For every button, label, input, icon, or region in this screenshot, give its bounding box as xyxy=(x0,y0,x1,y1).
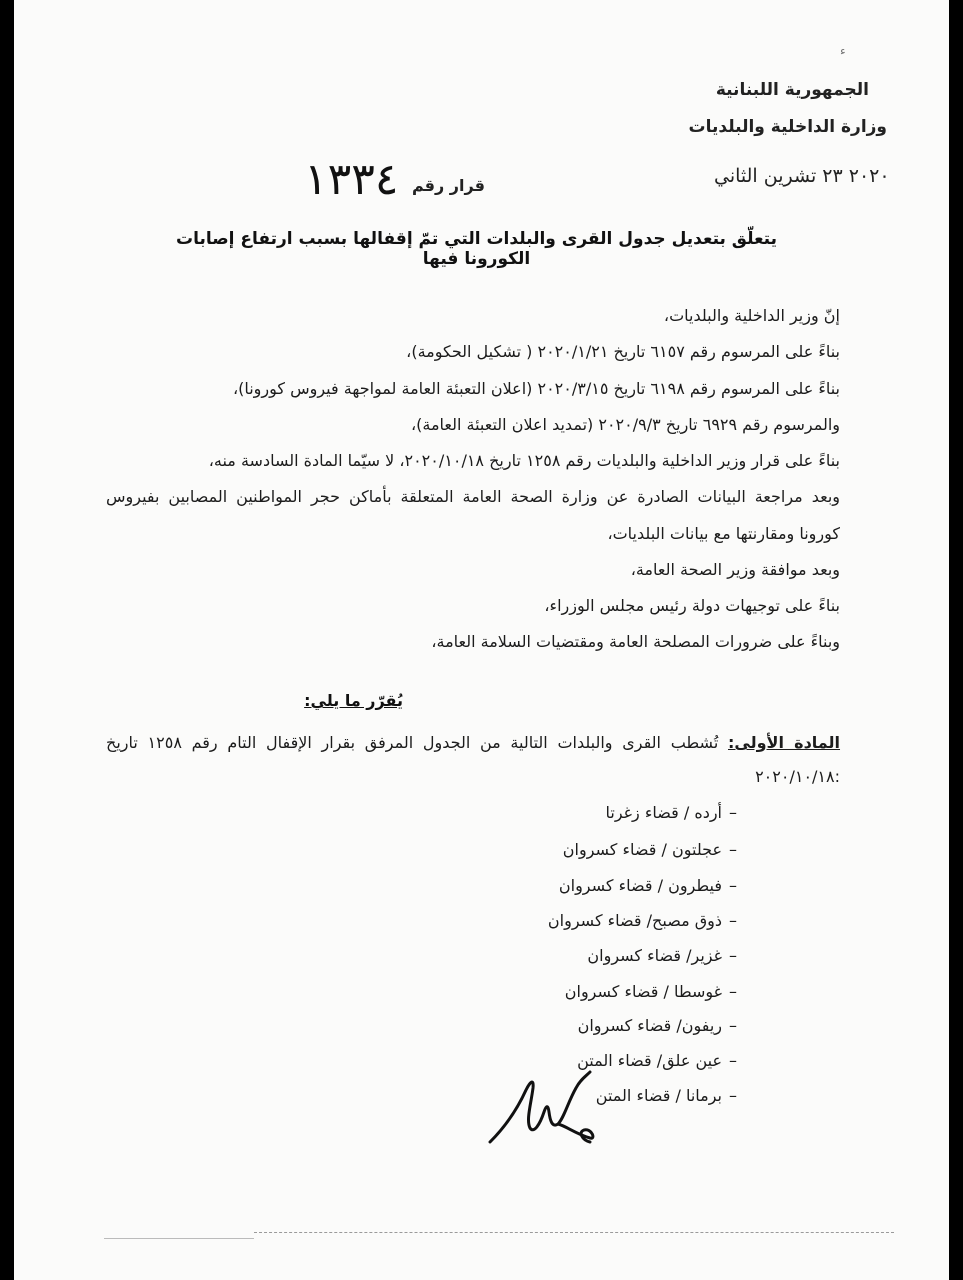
list-dash: – xyxy=(729,1016,737,1035)
footer-rule xyxy=(104,1238,254,1239)
preamble-line: كورونا ومقارنتها مع بيانات البلديات، xyxy=(607,524,840,543)
village-item xyxy=(563,840,744,859)
decision-label: قرار رقم xyxy=(412,176,485,195)
article-one xyxy=(106,733,840,752)
preamble-line: بناءً على قرار وزير الداخلية والبلديات رقم ١٢٥٨ تاريخ ٢٠٢٠/١٠/١٨، لا سيّما المادة السادسة منه، xyxy=(208,451,840,470)
list-dash: – xyxy=(729,982,737,1001)
scan-speck: ء xyxy=(840,44,846,58)
list-dash: – xyxy=(729,803,737,822)
header-republic: الجمهورية اللبنانية xyxy=(715,80,869,100)
village-item xyxy=(596,1086,744,1105)
decides-heading: يُقرّر ما يلي: xyxy=(304,691,403,710)
village-name: ريفون/ قضاء كسروان xyxy=(577,1016,722,1035)
article-one-text: تُشطب القرى والبلدات التالية من الجدول المرفق بقرار الإقفال التام رقم ١٢٥٨ تاريخ xyxy=(106,733,719,752)
preamble-line: وبناءً على ضرورات المصلحة العامة ومقتضيات السلامة العامة، xyxy=(431,632,840,651)
handwritten-date: ٢٠٢٠ ٢٣ تشرين الثاني xyxy=(714,165,890,187)
footer-dotted-rule xyxy=(254,1232,894,1233)
preamble-line: وبعد مراجعة البيانات الصادرة عن وزارة الصحة العامة المتعلقة بأماكن حجر المواطنين المصابين بفيروس xyxy=(106,487,840,506)
list-dash: – xyxy=(729,1086,737,1105)
village-item xyxy=(587,946,744,965)
list-dash: – xyxy=(729,876,737,895)
list-dash: – xyxy=(729,946,737,965)
village-item xyxy=(548,911,744,930)
village-item xyxy=(559,876,744,895)
preamble-line: بناءً على توجيهات دولة رئيس مجلس الوزراء، xyxy=(544,596,840,615)
preamble-line: إنّ وزير الداخلية والبلديات، xyxy=(663,306,840,325)
preamble-line: بناءً على المرسوم رقم ٦١٥٧ تاريخ ٢٠٢٠/١/٢١ ( تشكيل الحكومة)، xyxy=(406,342,840,361)
village-name: فيطرون / قضاء كسروان xyxy=(558,876,722,895)
village-item xyxy=(565,982,744,1001)
document-page xyxy=(14,0,949,1280)
preamble-line: والمرسوم رقم ٦٩٢٩ تاريخ ٢٠٢٠/٩/٣ (تمديد اعلان التعبئة العامة)، xyxy=(410,415,840,434)
header-ministry: وزارة الداخلية والبلديات xyxy=(688,117,887,137)
village-item xyxy=(606,803,745,822)
village-name: غوسطا / قضاء كسروان xyxy=(564,982,722,1001)
decision-subject: يتعلّق بتعديل جدول القرى والبلدات التي تمّ إقفالها بسبب ارتفاع إصابات الكورونا فيها xyxy=(175,229,777,269)
village-name: غزير/ قضاء كسروان xyxy=(587,946,722,965)
village-name: أرده / قضاء زغرتا xyxy=(605,803,722,822)
preamble-line: بناءً على المرسوم رقم ٦١٩٨ تاريخ ٢٠٢٠/٣/١٥ (اعلان التعبئة العامة لمواجهة فيروس كورونا)، xyxy=(232,379,840,398)
decision-number: ١٣٣٤ xyxy=(304,154,399,205)
article-one-label: المادة الأولى: xyxy=(728,733,841,752)
list-dash: – xyxy=(729,840,737,859)
list-dash: – xyxy=(729,1051,737,1070)
village-name: ذوق مصبح/ قضاء كسروان xyxy=(547,911,722,930)
village-name: عجلتون / قضاء كسروان xyxy=(562,840,722,859)
minister-signature xyxy=(486,1068,616,1148)
list-dash: – xyxy=(729,911,737,930)
village-name: برمانا / قضاء المتن xyxy=(595,1086,722,1105)
preamble-line: وبعد موافقة وزير الصحة العامة، xyxy=(630,560,840,579)
article-one-date: ٢٠٢٠/١٠/١٨: xyxy=(755,767,840,786)
village-name: عين علق/ قضاء المتن xyxy=(577,1051,722,1070)
village-item xyxy=(578,1016,744,1035)
